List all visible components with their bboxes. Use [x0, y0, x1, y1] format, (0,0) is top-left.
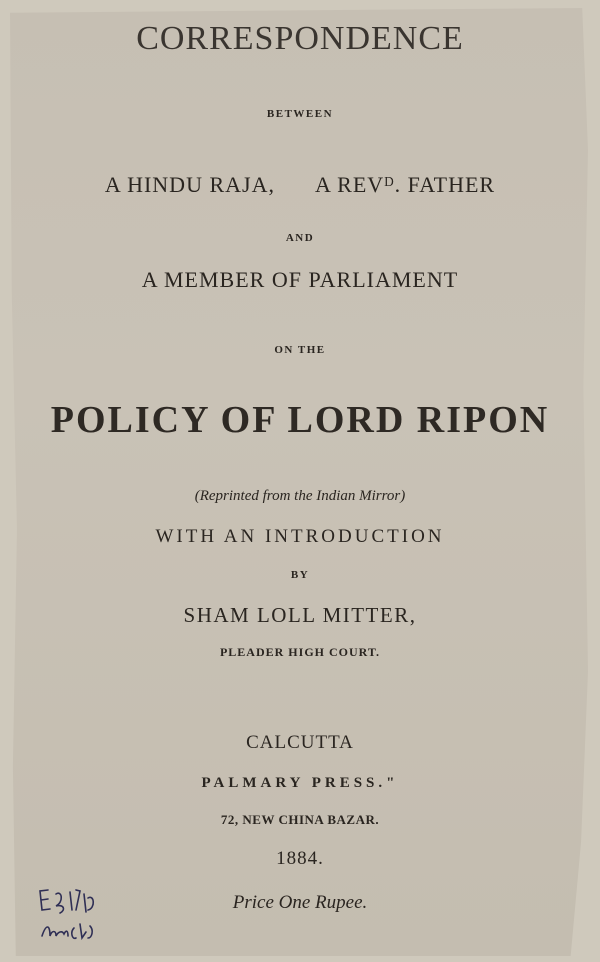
- subject-heading: POLICY OF LORD RIPON: [50, 399, 550, 441]
- handwritten-shelfmark: [36, 880, 126, 950]
- price-line: Price One Rupee.: [232, 892, 368, 913]
- by-label: BY: [290, 569, 310, 581]
- party-hindu-raja: A HINDU RAJA,: [104, 172, 275, 197]
- party-revd-father: A REVᴰ. FATHER: [314, 172, 496, 197]
- party-member-of-parliament: A MEMBER OF PARLIAMENT: [141, 267, 459, 292]
- publication-city: CALCUTTA: [246, 732, 354, 753]
- between-label: BETWEEN: [266, 108, 334, 120]
- reprinted-note: (Reprinted from the Indian Mirror): [194, 488, 406, 504]
- document-title: CORRESPONDENCE: [136, 20, 464, 57]
- publisher-address: 72, NEW CHINA BAZAR.: [220, 812, 380, 827]
- introduction-line: WITH AN INTRODUCTION: [155, 526, 445, 547]
- on-the-label: ON THE: [274, 344, 326, 356]
- parties-row: [0, 172, 600, 198]
- author-title: PLEADER HIGH COURT.: [219, 645, 381, 659]
- publisher-name: PALMARY PRESS.": [201, 775, 399, 791]
- publication-year: 1884.: [276, 848, 324, 869]
- and-label: AND: [285, 232, 315, 244]
- author-name: SHAM LOLL MITTER,: [183, 603, 417, 627]
